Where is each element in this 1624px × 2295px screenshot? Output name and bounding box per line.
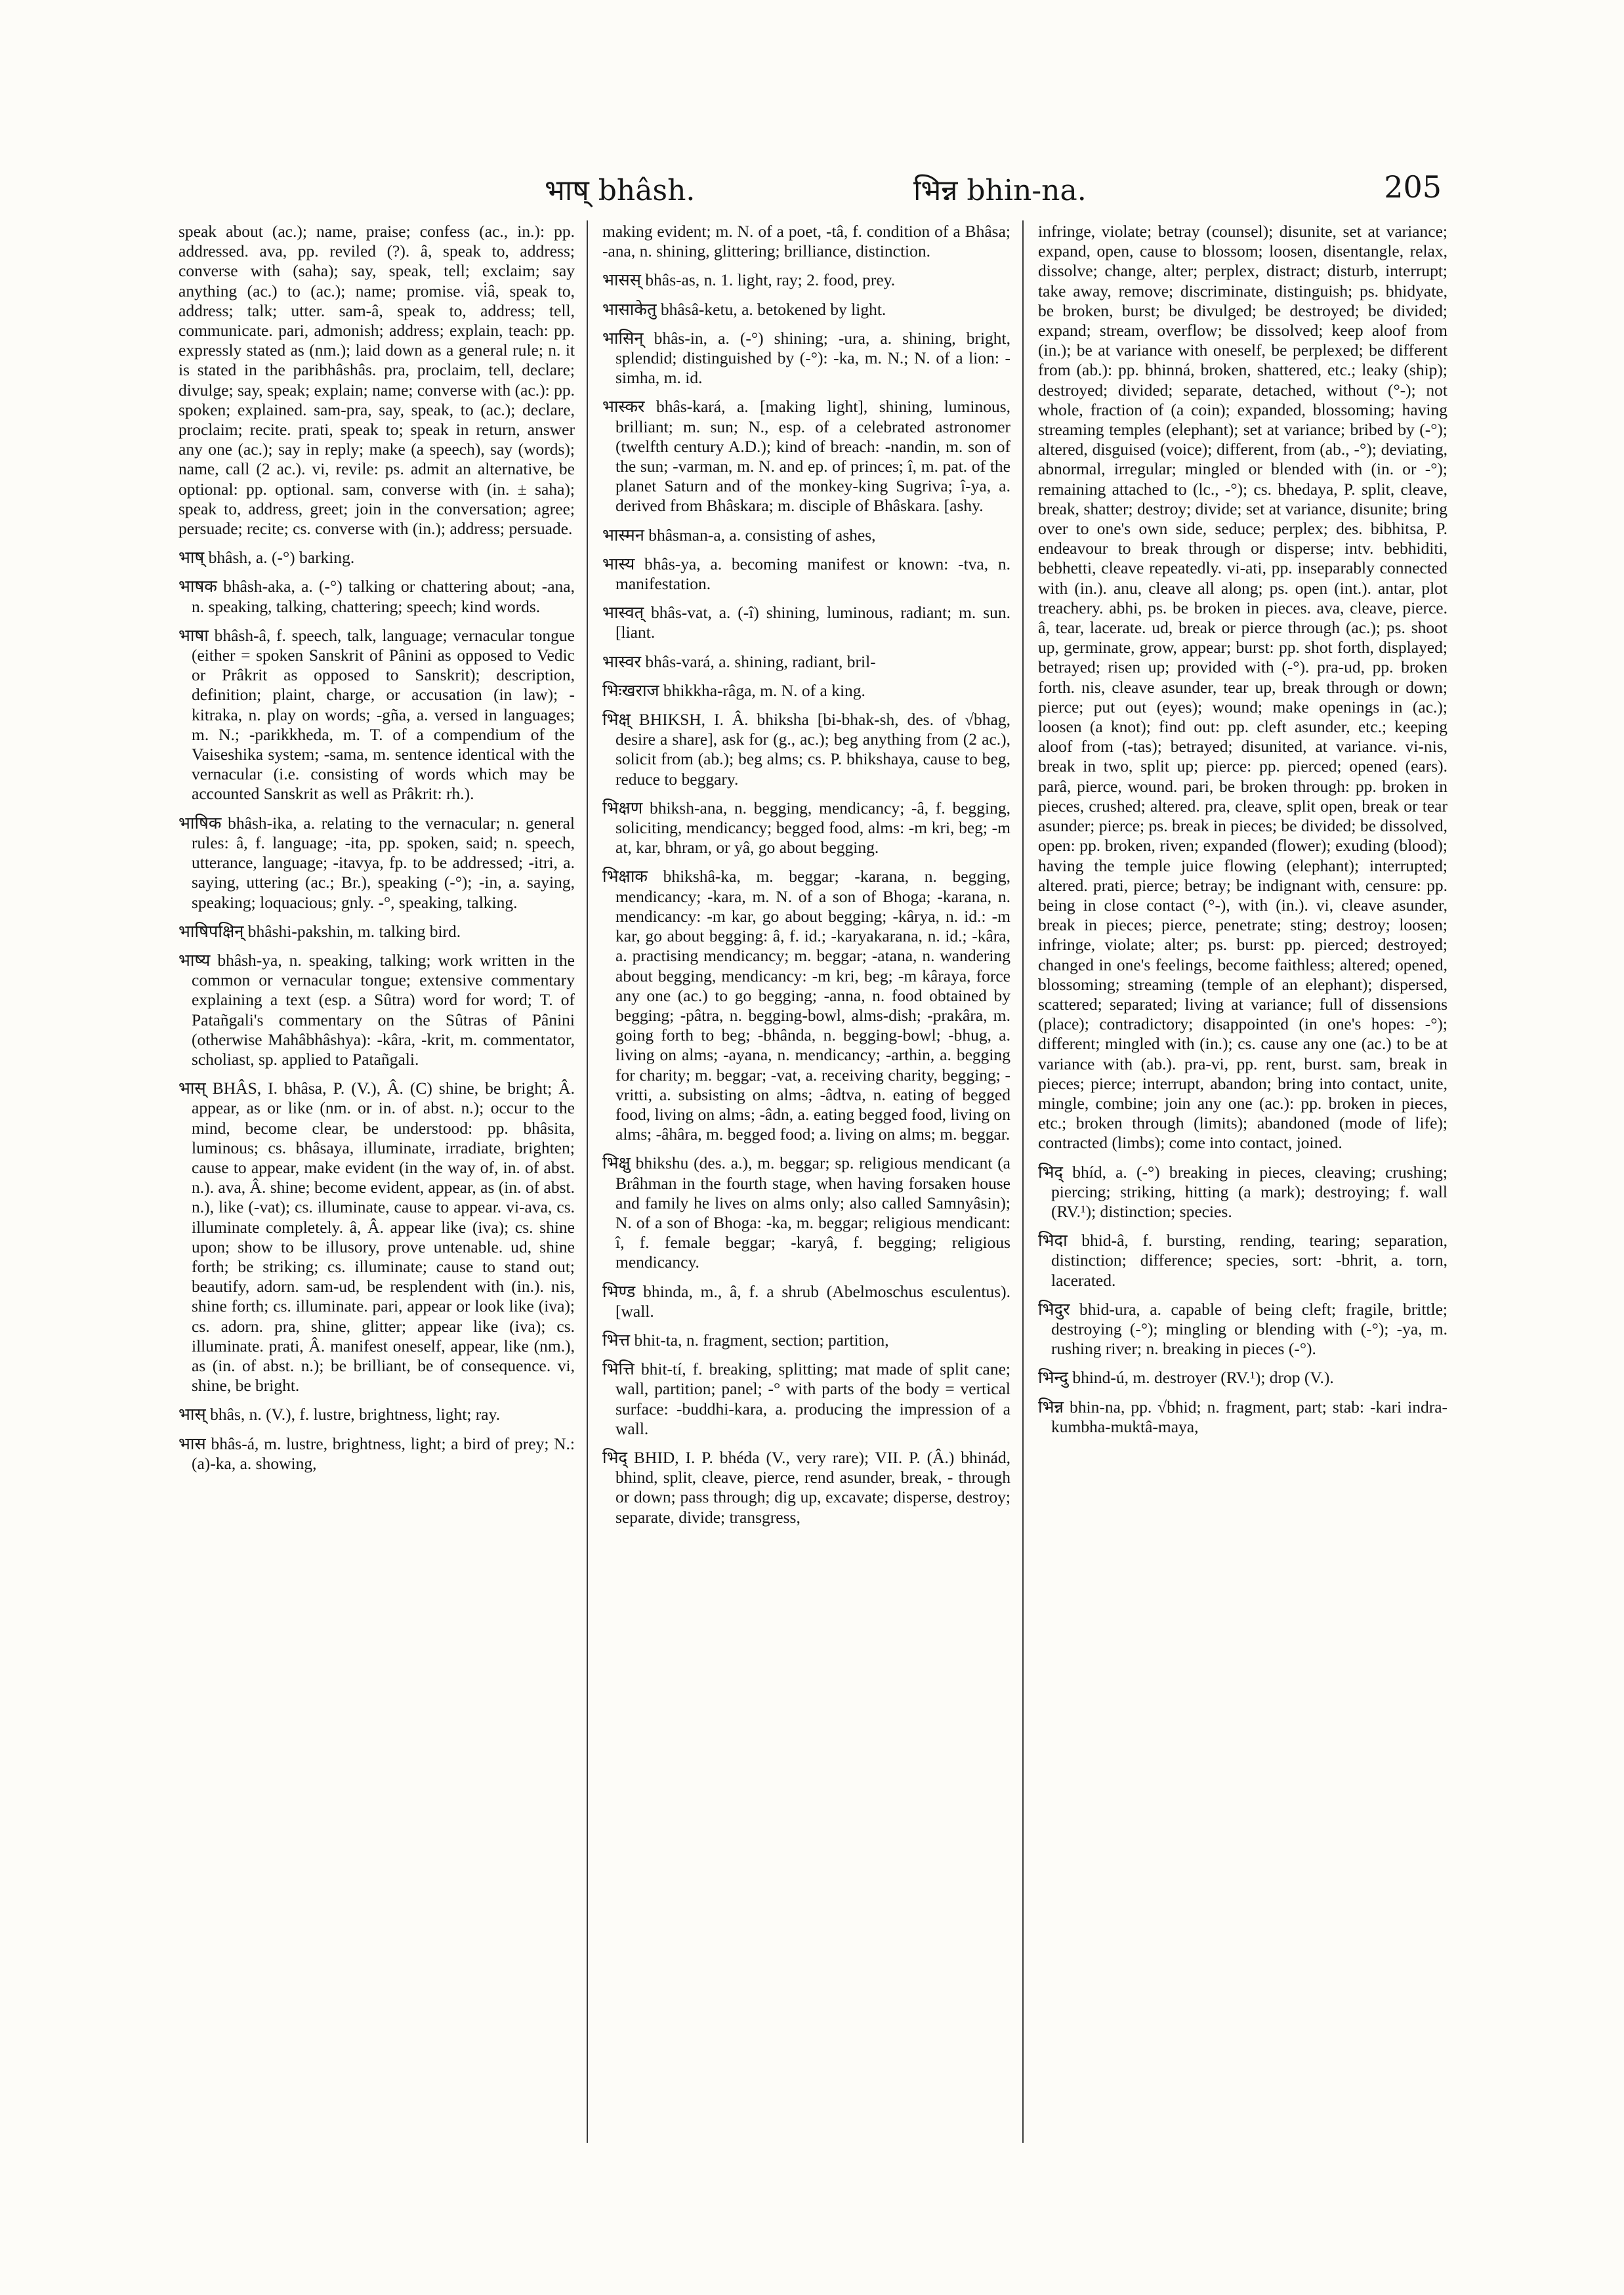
- dictionary-entry: भिःखराज bhikkha-râga, m. N. of a king.: [602, 680, 865, 700]
- dictionary-entry: भाषा bhâsh-â, f. speech, talk, language; vernacular tongue (either = spoken Sanskrit of Pânini as opposed to Vedic or Prâkrit as opposed to Sanskrit); description, definition; plaint, charge, or accusation (in law); -kitraka, n. play on words; -gña, a. versed in languages; m. N.; -parikkheda, m. T. of a compendium of the Vaiseshika system; -sama, m. sentence identical with the vernacular (i.e. consisting of words which may be accounted Sanskrit as well as Prâkrit: rh.).: [178, 625, 575, 804]
- dictionary-entry: भिक्षाक bhikshâ-ka, m. beggar; -karana, n. begging, mendicancy; -kara, m. N. of a son of Bhoga; -karana, n. mendicancy: -m kar, go about begging; -kârya, n. id.: -m kar, go about begging: â, f. id.; -karyakarana, n. id.; -kâra, a. practising mendicancy; m. beggar; -atana, n. wandering about begging, mendicancy: -m kri, beg; -m kâraya, force any one (ac.) to go begging; -anna, n. food obtained by begging; -pâtra, n. begging-bowl, alms-dish; -prakâra, m. going forth to beg; -bhânda, n. begging-bowl; -bhug, a. living on alms; -ayana, n. mendicancy; -arthin, a. begging for charity; m. beggar; -vat, a. receiving charity, begging; -vritti, a. subsisting on alms; -âdtva, n. eating of begged food, living on alms; -âdn, a. eating begged food, living on alms; -âhâra, m. begged food; a. living on alms; m. beggar.: [602, 867, 1010, 1144]
- dictionary-entry: infringe, violate; betray (counsel); disunite, set at variance; expand, open, cause to blossom; loosen, disentangle, relax, dissolve; change, alter; perplex, distract; disturb, interrupt; take away, remove; discriminate, distinguish; ps. bhidyate, be broken, burst; be divulged; be destroyed; be divided; expand; stream, overflow; be dissolved; keep aloof from (in.); be at variance with oneself, be perplexed; be different from (ab.): pp. bhinná, broken, shattered, etc.; leaky (ship); destroyed; divided; separate, detached, without (°-); not whole, fraction of (a coin); expanded, blossoming; having streaming temples (elephant); set at variance; bribed by (-°); altered, disguised (voice); different, from (ab., -°); deviating, abnormal, irregular; mingled or blended with (in. or -°); remaining attached to (lc., -°); cs. bhedaya, P. split, cleave, break, shatter; destroy; divide; set at variance, disunite; bring over to one's own side, seduce; perplex; des. bibhitsa, P. endeavour to break through or disperse; intv. bebhiditi, bebhetti, cleave repeatedly. vi-ati, pp. inseparably connected with (in.). anu, cleave all along; ps. open (int.). antar, plot treachery. abhi, ps. be broken in pieces. ava, cleave, pierce. â, tear, lacerate. ud, break or pierce through (ac.); ps. shoot up, germinate, grow, appear; burst: pp. shot forth, displayed; betrayed; risen up; provided with (-°). pra-ud, pp. broken forth. nis, cleave asunder, tear up, break through or down; pierce; put out (eyes); wound; make openings in (ac.); loosen (a knot); find out: pp. cleft asunder, etc.; keeping aloof from (-tas); betrayed; disunited, at variance. vi-nis, break in two, split up; pierce: pp. pierced; opened (ears). parâ, pierce, wound. pari, be broken through: pp. broken in pieces, crushed; altered. pra, cleave, split open, break or tear asunder; pierce; ps. break in pieces; be divided; be dissolved, open: pp. broken, riven; expanded (flower); exuding (blood); having the temple juice flowing (elephant); interrupted; altered. prati, pierce; betray; be indignant with, censure: pp. being in close contact (°-), with (in.). vi, cleave asunder, break in pieces; pierce, penetrate; sting; destroy; loosen; infringe, violate; alter; ps. burst: pp. pierced; destroyed; changed in one's feelings, become faithless; altered; opened, blossoming; streaming (temple of an elephant); dispersed, scattered; separated; living at variance; full of dissensions (place); contradictory; disappointed (in one's hopes: -°); different; mingled with (in.); cs. cause any one (ac.) to be at variance with (ab.). pra-vi, pp. rent, burst. sam, break in pieces; pierce; interrupt, abandon; bring into contact, unite, mingle, combine; join any one (ac.): pp. broken in pieces, etc.; broken through (limits); abandoned (mode of life); contracted (limbs); come into contact, joined.: [1038, 222, 1447, 1153]
- dictionary-entry: भिदा bhid-â, f. bursting, rending, tearing; separation, distinction; difference; species, sort: -bhrit, a. torn, lacerated.: [1038, 1231, 1447, 1290]
- dictionary-entry: भाषिपक्षिन् bhâshi-pakshin, m. talking bird.: [178, 921, 461, 941]
- dictionary-entry: भिद् BHID, I. P. bhéda (V., very rare); VII. P. (Â.) bhinád, bhind, split, cleave, pierce, rend asunder, break, - through or down; pass through; dig up, excavate; disperse, destroy; separate, divide; transgress,: [602, 1447, 1010, 1527]
- dictionary-entry: भिन्न bhin-na, pp. √bhid; n. fragment, part; stab: -kari indra-kumbha-muktâ-maya,: [1038, 1397, 1447, 1436]
- dictionary-entry: भास्य bhâs-ya, a. becoming manifest or known: -tva, n. manifestation.: [602, 554, 1010, 594]
- dictionary-entry: भिदुर bhid-ura, a. capable of being cleft; fragile, brittle; destroying (-°); mingling or blending with (-°); -ya, m. rushing river; n. breaking in pieces (-°).: [1038, 1299, 1447, 1359]
- header-left-catchword: भाष् bhâsh.: [545, 174, 696, 207]
- dictionary-entry: भित्ति bhit-tí, f. breaking, splitting; mat made of split cane; wall, partition; panel; -° with parts of the body = vertical surface: -buddhi-kara, a. producing the impression of a wall.: [602, 1359, 1010, 1438]
- dictionary-entry: भासाकेतु bhâsâ-ketu, a. betokened by light.: [602, 299, 886, 319]
- column-1: [178, 222, 575, 2151]
- dictionary-entry: भित्त bhit-ta, n. fragment, section; partition,: [602, 1330, 889, 1350]
- running-header: [0, 169, 1624, 228]
- page-number: 205: [1384, 169, 1442, 205]
- dictionary-entry: भास्कर bhâs-kará, a. [making light], shining, luminous, brilliant; m. sun; N., esp. of a celebrated astronomer (twelfth century A.D.); kind of breach: -nandin, m. son of the sun; -varman, m. N. and ep. of princes; î, m. pat. of the planet Saturn and of the monkey-king Sugriva; î-ya, a. derived from Bhâskara; m. disciple of Bhâskara. [ashy.: [602, 397, 1010, 516]
- dictionary-entry: भिन्दु bhind-ú, m. destroyer (RV.¹); drop (V.).: [1038, 1368, 1334, 1388]
- dictionary-entry: भास bhâs-á, m. lustre, brightness, light; a bird of prey; N.: (a)-ka, a. showing,: [178, 1434, 575, 1473]
- dictionary-entry: making evident; m. N. of a poet, -tâ, f. condition of a Bhâsa; -ana, n. shining, glittering; brilliance, distinction.: [602, 222, 1010, 261]
- dictionary-entry: भाषक bhâsh-aka, a. (-°) talking or chattering about; -ana, n. speaking, talking, chattering; speech; kind words.: [178, 577, 575, 616]
- dictionary-entry: भिक्षण bhiksh-ana, n. begging, mendicancy; -â, f. begging, soliciting, mendicancy; begged food, alms: -m kri, beg; -m at, kar, bhram, or yâ, go about begging.: [602, 798, 1010, 858]
- dictionary-entry: भिक्ष् BHIKSH, I. Â. bhiksha [bi-bhak-sh, des. of √bhag, desire a share], ask for (g., ac.); beg anything from (2 ac.), solicit from (ab.); beg alms; cs. P. bhikshaya, cause to beg, reduce to beggary.: [602, 710, 1010, 789]
- header-right-catchword: भिन्न bhin-na.: [913, 174, 1087, 207]
- dictionary-entry: भास्वर bhâs-vará, a. shining, radiant, bril-: [602, 651, 876, 671]
- dictionary-entry: भासस् bhâs-as, n. 1. light, ray; 2. food, prey.: [602, 270, 896, 290]
- dictionary-entry: भिक्षु bhikshu (des. a.), m. beggar; sp. religious mendicant (a Brâhman in the fourth stage, when having forsaken house and family he lives on alms only; also called Samnyâsin); N. of a son of Bhoga: -ka, m. beggar; religious mendicant: î, f. female beggar; -karyâ, f. begging; religious mendicancy.: [602, 1153, 1010, 1272]
- dictionary-entry: भिद् bhíd, a. (-°) breaking in pieces, cleaving; crushing; piercing; striking, hitting (a mark); destroying; f. wall (RV.¹); distinction; species.: [1038, 1162, 1447, 1221]
- column-divider: [587, 220, 588, 2143]
- dictionary-entry: भास्मन bhâsman-a, a. consisting of ashes,: [602, 525, 876, 545]
- dictionary-entry: भासिन् bhâs-in, a. (-°) shining; -ura, a. shining, bright, splendid; distinguished by (-°): -ka, m. N.; N. of a lion: -simha, m. id.: [602, 328, 1010, 388]
- column-divider: [1022, 220, 1024, 2143]
- dictionary-entry: भास्वत् bhâs-vat, a. (-î) shining, luminous, radiant; m. sun. [liant.: [602, 603, 1010, 642]
- dictionary-entry: भिण्ड bhinda, m., â, f. a shrub (Abelmoschus esculentus). [wall.: [602, 1281, 1010, 1321]
- column-2: [602, 222, 1010, 2151]
- column-3: [1038, 222, 1447, 2151]
- dictionary-entry: भाषिक bhâsh-ika, a. relating to the vernacular; n. general rules: â, f. language; -ita, pp. spoken, said; n. speech, utterance, language; -itavya, fp. to be addressed; -itri, a. saying, uttering (ac.; Br.), speaking (-°); -in, a. saying, speaking; loquacious; gnly. -°, speaking, talking.: [178, 813, 575, 912]
- dictionary-entry: speak about (ac.); name, praise; confess (ac., in.): pp. addressed. ava, pp. reviled (?). â, speak to, address; converse with (saha); say, speak, tell; exclaim; say anything (ac.) to (ac.); name; promise. vi̇â, speak to, address; talk; utter. sam-â, speak to, address; tell, communicate. pari, admonish; address; explain, teach: pp. expressly stated as (nm.); laid down as a general rule; n. it is stated in the paribhâshâs. pra, proclaim, tell, declare; divulge; say, speak; explain; name; converse with (ac.): pp. spoken; explained. sam-pra, say, speak, to (ac.); declare, proclaim; recite. prati, speak to; speak in return, answer any one (ac.); say in reply; make (a speech), say (words); name, call (2 ac.). vi, revile: ps. admit an alternative, be optional: pp. optional. sam, converse with (in. ± saha); speak to, address, greet; join in the conversation; agree; persuade; recite; cs. converse with (in.); address; persuade.: [178, 222, 575, 539]
- dictionary-entry: भास् bhâs, n. (V.), f. lustre, brightness, light; ray.: [178, 1405, 501, 1424]
- dictionary-entry: भाष्य bhâsh-ya, n. speaking, talking; work written in the common or vernacular tongue; extensive commentary explaining a text (esp. a Sûtra) word for word; T. of Patañgali's commentary on the Sûtras of Pânini (otherwise Mahâbhâshya): -kâra, -krit, m. commentator, scholiast, sp. applied to Patañgali.: [178, 950, 575, 1069]
- dictionary-entry: भाष् bhâsh, a. (-°) barking.: [178, 548, 355, 568]
- dictionary-entry: भास् BHÂS, I. bhâsa, P. (V.), Â. (C) shine, be bright; Â. appear, as or like (nm. or in. of abst. n.); occur to the mind, become clear, be understood: pp. bhâsita, luminous; cs. bhâsaya, illuminate, irradiate, brighten; cause to appear, make evident (in the way of, in. of abst. n.). ava, Â. shine; become evident, appear, as (in. of abst. n.), like (-vat); cs. illuminate, cause to appear. vi-ava, cs. illuminate completely. â, Â. appear like (iva); cs. shine upon; show to be illusory, prove untenable. ud, shine forth; be striking; cs. illuminate; cause to stand out; beautify, adorn. sam-ud, be resplendent with (in.). nis, shine forth; cs. illuminate. pari, appear or look like (iva); cs. adorn. pra, shine, glitter; appear like (iva); cs. illuminate. prati, Â. manifest oneself, appear, like (nm.), as (in. of abst. n.); be brilliant, be of consequence. vi, shine, be bright.: [178, 1079, 575, 1396]
